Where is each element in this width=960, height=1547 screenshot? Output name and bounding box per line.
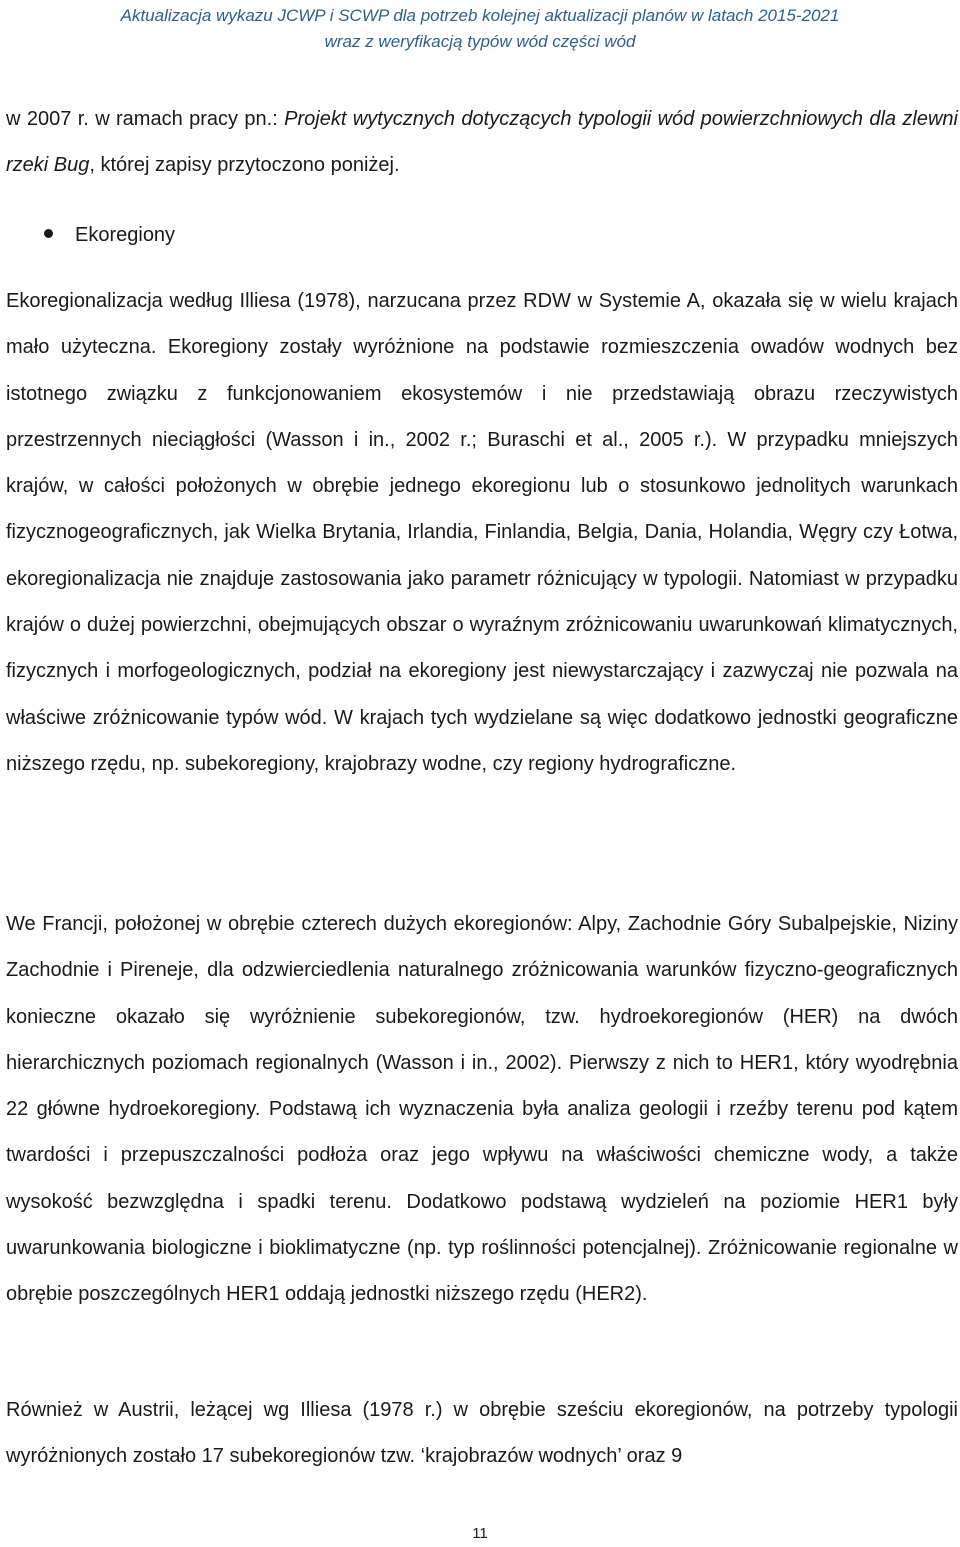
intro-work-title: Projekt wytycznych dotyczących typologii wód powierzchniowych dla zlewni rzeki Bug: [6, 108, 958, 177]
paragraph-austria: [6, 1387, 958, 1480]
paragraph-text: Również w Austrii, leżącej wg Illiesa (1978 r.) w obrębie sześciu ekoregionów, na potrzeby typologii wyróżnionych zostało 17 subekoregionów tzw. ‘krajobrazów wodnych’ oraz 9: [6, 1399, 958, 1468]
bullet-label: Ekoregiony: [75, 224, 176, 246]
header-line-2: wraz z weryfikacją typów wód części wód: [324, 32, 636, 51]
bullet-item-ekoregiony: [44, 212, 175, 258]
paragraph-ekoregionalizacja: [6, 278, 958, 787]
bullet-dot-icon: [44, 229, 53, 238]
intro-text-after: , której zapisy przytoczono poniżej.: [89, 154, 400, 177]
paragraph-francja: [6, 901, 958, 1318]
intro-paragraph: [6, 96, 958, 189]
page-header: [0, 3, 960, 55]
paragraph-text: Ekoregionalizacja według Illiesa (1978), narzucana przez RDW w Systemie A, okazała się w wielu krajach mało użyteczna. Ekoregiony zostały wyróżnione na podstawie rozmieszczenia owadów wodnych bez istotnego związku z funkcjonowaniem ekosystemów i nie przedstawiają obrazu rzeczywistych przestrzennych nieciągłości (Wasson i in., 2002 r.; Buraschi et al., 2005 r.). W przypadku mniejszych krajów, w całości położonych w obrębie jednego ekoregionu lub o stosunkowo jednolitych warunkach fizycznogeograficznych, jak Wielka Brytania, Irlandia, Finlandia, Belgia, Dania, Holandia, Węgry czy Łotwa, ekoregionalizacja nie znajduje zastosowania jako parametr różnicujący w typologii. Natomiast w przypadku krajów o dużej powierzchni, obejmujących obszar o wyraźnym zróżnicowaniu uwarunkowań klimatycznych, fizycznych i morfogeologicznych, podział na ekoregiony jest niewystarczający i zazwyczaj nie pozwala na właściwe zróżnicowanie typów wód. W krajach tych wydzielane są więc dodatkowo jednostki geograficzne niższego rzędu, np. subekoregiony, krajobrazy wodne, czy regiony hydrograficzne.: [6, 290, 958, 775]
page-number: 11: [472, 1525, 488, 1542]
paragraph-text: We Francji, położonej w obrębie czterech dużych ekoregionów: Alpy, Zachodnie Góry Subalpejskie, Niziny Zachodnie i Pireneje, dla odzwierciedlenia naturalnego zróżnicowania warunków fizyczno-geograficznych konieczne okazało się wyróżnienie subekoregionów, tzw. hydroekoregionów (HER) na dwóch hierarchicznych poziomach regionalnych (Wasson i in., 2002). Pierwszy z nich to HER1, który wyodrębnia 22 główne hydroekoregiony. Podstawą ich wyznaczenia była analiza geologii i rzeźby terenu pod kątem twardości i przepuszczalności podłoża oraz jego wpływu na właściwości chemiczne wody, a także wysokość bezwzględna i spadki terenu. Dodatkowo podstawą wydzieleń na poziomie HER1 były uwarunkowania biologiczne i bioklimatyczne (np. typ roślinności potencjalnej). Zróżnicowanie regionalne w obrębie poszczególnych HER1 oddają jednostki niższego rzędu (HER2).: [6, 913, 958, 1306]
intro-text-before: w 2007 r. w ramach pracy pn.:: [6, 108, 285, 130]
header-line-1: Aktualizacja wykazu JCWP i SCWP dla potrzeb kolejnej aktualizacji planów w latach 2015-2021: [120, 6, 840, 25]
